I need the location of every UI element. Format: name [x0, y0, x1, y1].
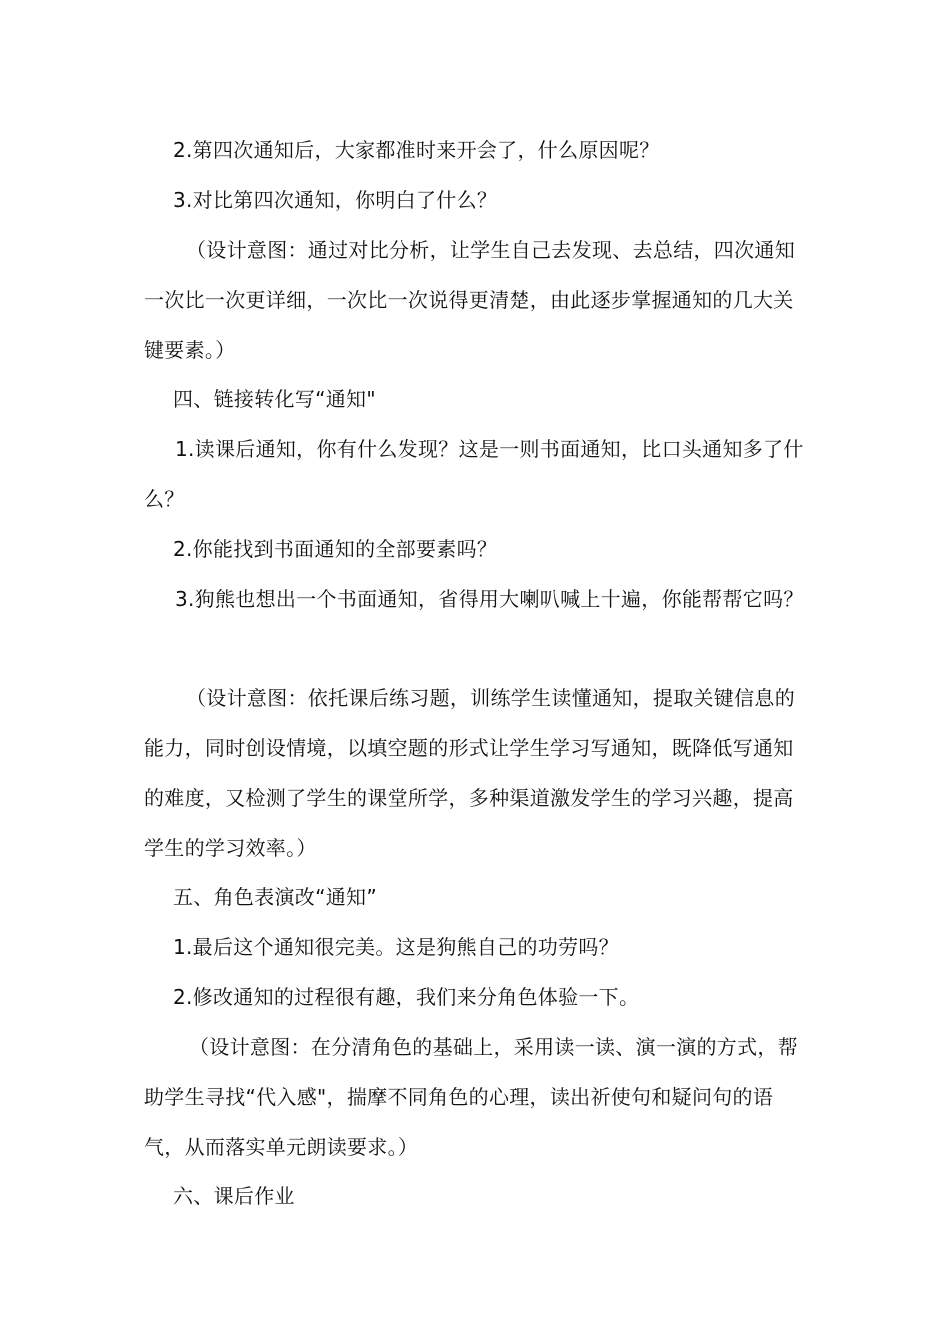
design-intent-paragraph: （设计意图：依托课后练习题，训练学生读懂通知，提取关键信息的能力，同时创设情境，以填空题的形式让学生学习写通知，既降低写通知的难度，又检测了学生的课堂所学，多种渠道激发学生的学习兴趣，提高学生的学习效率。） — [144, 686, 795, 860]
question-paragraph: 2.你能找到书面通知的全部要素吗？ — [173, 537, 498, 561]
design-intent-paragraph: （设计意图：通过对比分析，让学生自己去发现、去总结，四次通知一次比一次更详细，一次比一次说得更清楚，由此逐步掌握通知的几大关键要素。） — [144, 238, 795, 362]
section-heading: 四、链接转化写“通知" — [173, 387, 376, 411]
design-intent-paragraph: （设计意图：在分清角色的基础上，采用读一读、演一演的方式，帮助学生寻找“代入感"，揣摩不同角色的心理，读出祈使句和疑问句的语气，从而落实单元朗读要求。） — [144, 1035, 798, 1159]
question-paragraph: 2.第四次通知后，大家都准时来开会了，什么原因呢？ — [173, 138, 660, 162]
question-paragraph: 1.最后这个通知很完美。这是狗熊自己的功劳吗？ — [173, 935, 619, 959]
question-paragraph: 1.读课后通知，你有什么发现？这是一则书面通知，比口头通知多了什么？ — [144, 437, 804, 511]
question-paragraph: 2.修改通知的过程很有趣，我们来分角色体验一下。 — [173, 985, 640, 1009]
section-heading: 六、课后作业 — [173, 1184, 295, 1208]
section-heading: 五、角色表演改“通知” — [173, 885, 378, 909]
question-paragraph: 3.狗熊也想出一个书面通知，省得用大喇叭喊上十遍，你能帮帮它吗？ — [175, 587, 804, 611]
question-paragraph: 3.对比第四次通知，你明白了什么？ — [173, 188, 498, 212]
